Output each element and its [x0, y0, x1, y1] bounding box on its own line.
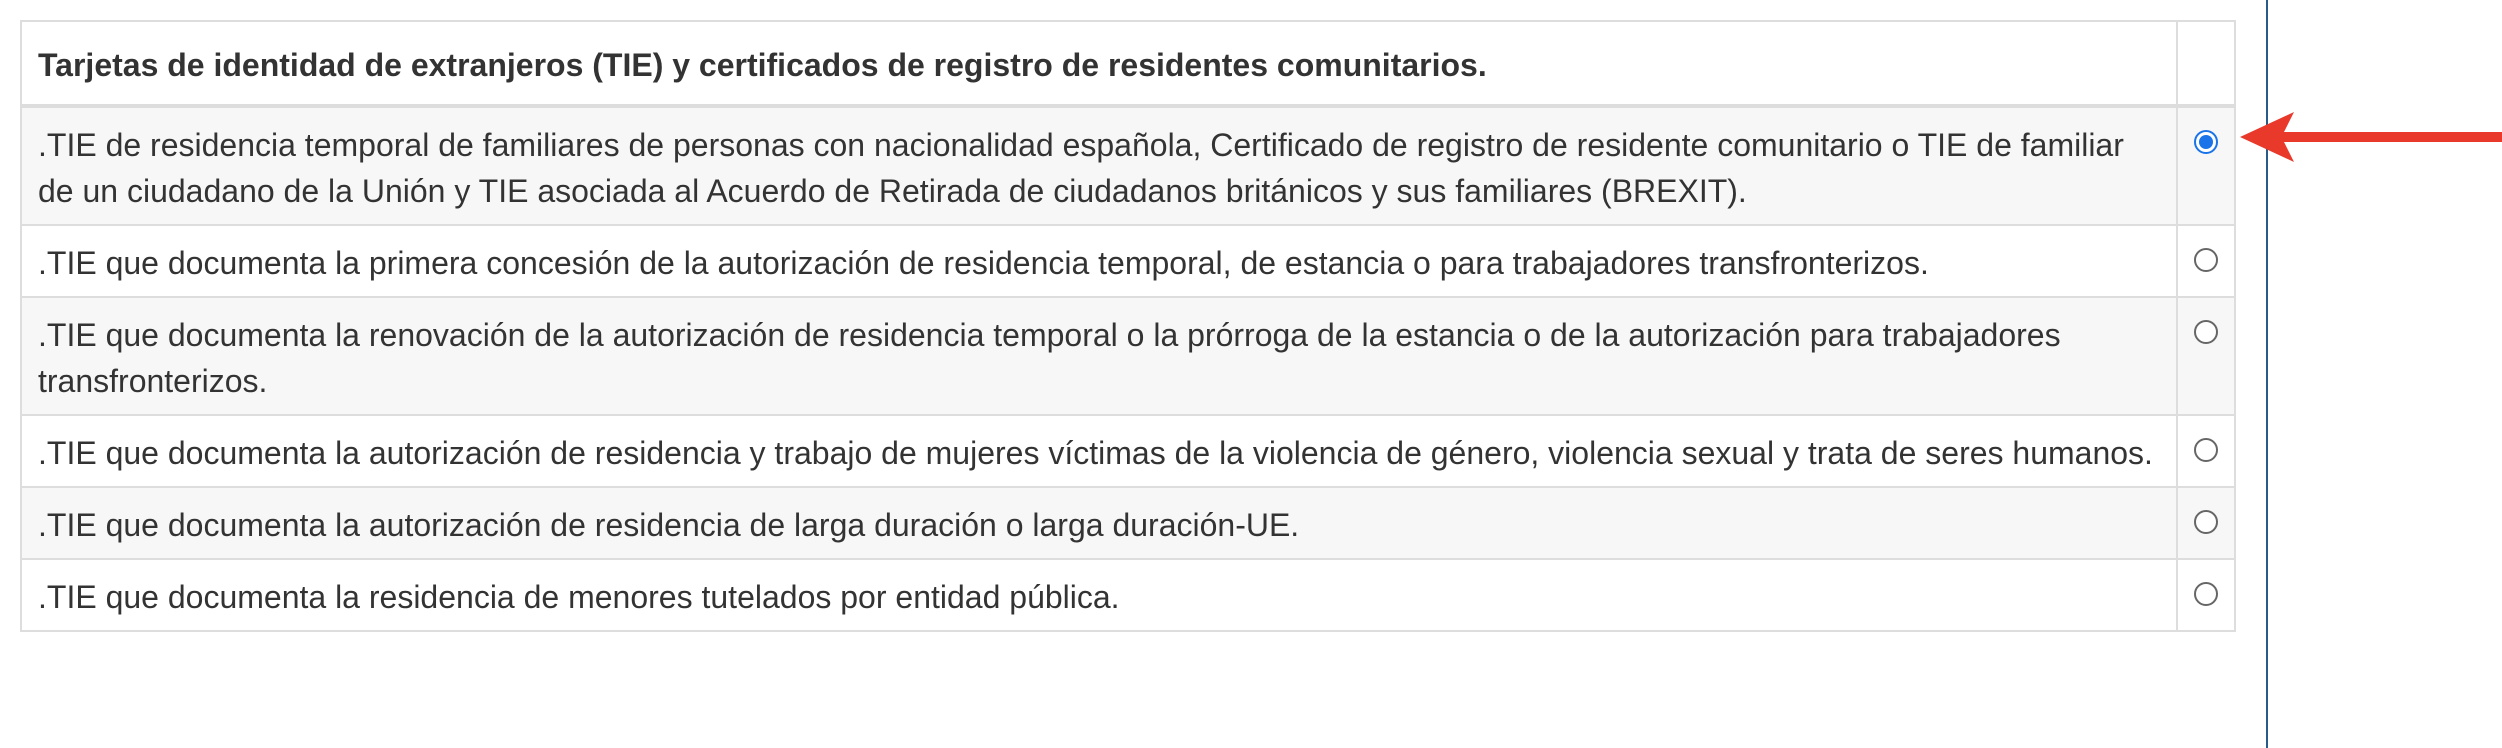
option-radio[interactable] — [2194, 582, 2218, 606]
option-label: .TIE que documenta la autorización de residencia de larga duración o larga duración-UE. — [21, 487, 2177, 559]
table-row[interactable] — [21, 487, 2235, 559]
option-radio-cell — [2177, 559, 2235, 631]
option-radio-selected[interactable] — [2194, 130, 2218, 154]
option-radio[interactable] — [2194, 248, 2218, 272]
option-radio-cell — [2177, 297, 2235, 415]
option-radio[interactable] — [2194, 510, 2218, 534]
tie-options-table — [20, 20, 2236, 632]
option-radio-cell — [2177, 106, 2235, 225]
option-label: .TIE que documenta la primera concesión de la autorización de residencia temporal, de estancia o para trabajadores transfronterizos. — [21, 225, 2177, 297]
table-row[interactable] — [21, 415, 2235, 487]
option-label: .TIE que documenta la residencia de menores tutelados por entidad pública. — [21, 559, 2177, 631]
option-radio-cell — [2177, 487, 2235, 559]
option-label: .TIE que documenta la renovación de la autorización de residencia temporal o la prórroga de la estancia o de la autorización para trabajadores transfronterizos. — [21, 297, 2177, 415]
table-header-row — [21, 21, 2235, 106]
option-radio[interactable] — [2194, 320, 2218, 344]
table-row[interactable] — [21, 559, 2235, 631]
arrow-left-icon — [2240, 112, 2502, 162]
table-header-empty — [2177, 21, 2235, 106]
option-radio-cell — [2177, 415, 2235, 487]
option-radio-cell — [2177, 225, 2235, 297]
table-row[interactable] — [21, 225, 2235, 297]
option-label: .TIE que documenta la autorización de residencia y trabajo de mujeres víctimas de la violencia de género, violencia sexual y trata de seres humanos. — [21, 415, 2177, 487]
table-header-title: Tarjetas de identidad de extranjeros (TIE) y certificados de registro de residentes comunitarios. — [21, 21, 2177, 106]
table-row[interactable] — [21, 106, 2235, 225]
option-label: .TIE de residencia temporal de familiares de personas con nacionalidad española, Certificado de registro de residente comunitario o TIE de familiar de un ciudadano de la Unión y TIE asociada al Acuerdo de Retirada de ciudadanos británicos y sus familiares (BREXIT). — [21, 106, 2177, 225]
table-row[interactable] — [21, 297, 2235, 415]
option-radio[interactable] — [2194, 438, 2218, 462]
